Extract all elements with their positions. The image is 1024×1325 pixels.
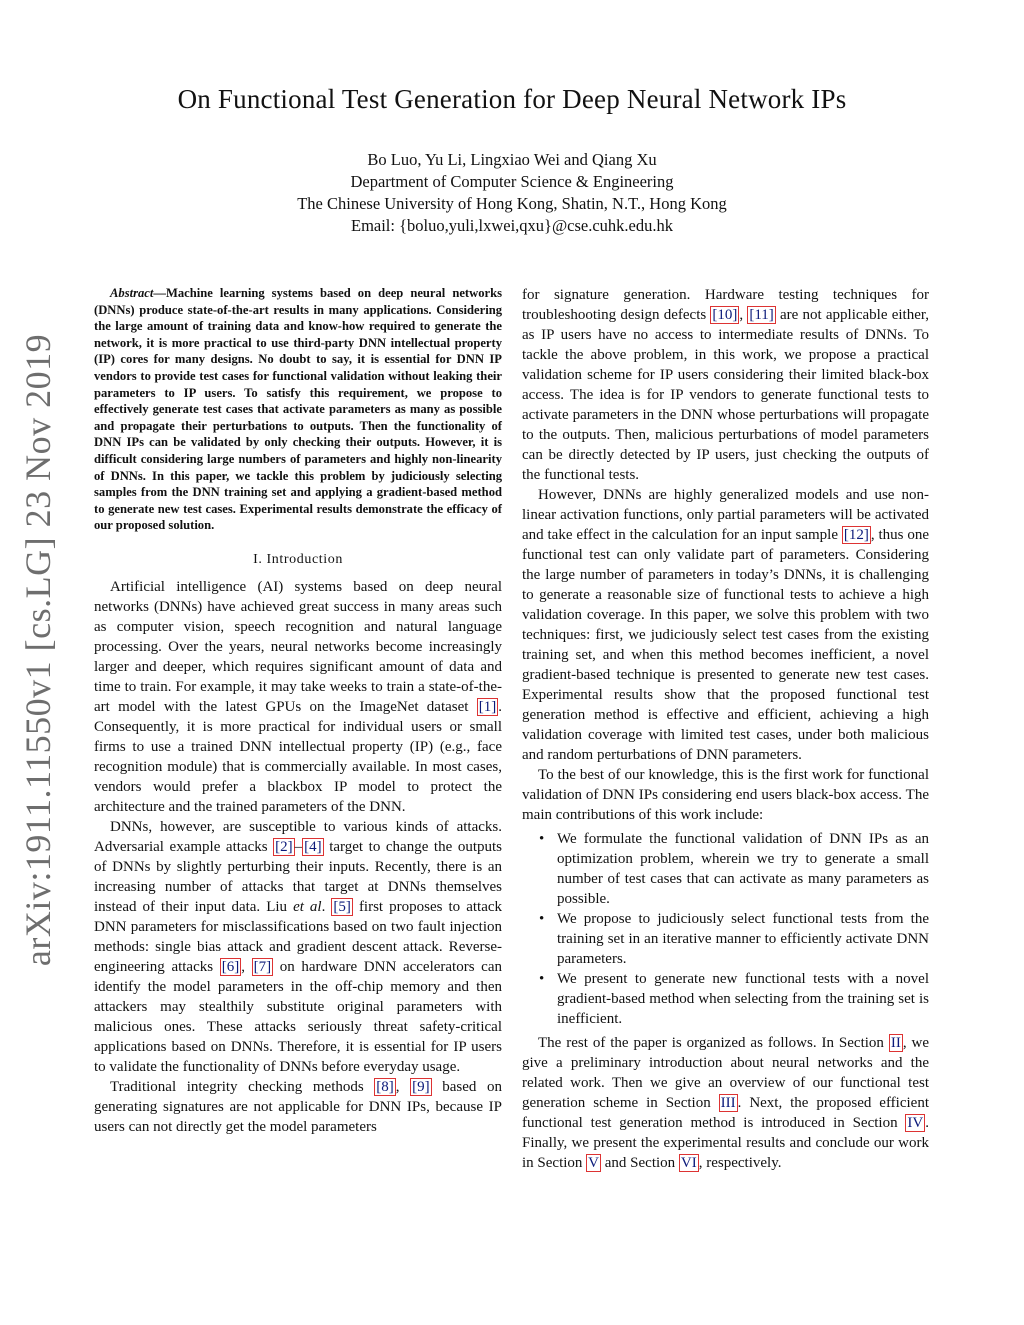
- left-column: [94, 285, 502, 1137]
- section-link[interactable]: VI: [680, 1155, 697, 1171]
- university: The Chinese University of Hong Kong, Shatin, N.T., Hong Kong: [297, 194, 727, 213]
- section-link[interactable]: IV: [907, 1115, 924, 1131]
- citation-link[interactable]: [7]: [253, 958, 272, 975]
- list-item: • We propose to judiciously select functional tests from the training set in an iterative manner to efficiently activate DNN parameters.: [557, 909, 929, 969]
- paper-title: On Functional Test Generation for Deep Neural Network IPs: [177, 84, 847, 114]
- email: Email: {boluo,yuli,lxwei,qxu}@cse.cuhk.edu.hk: [350, 216, 674, 235]
- intro-paragraph-3: Traditional integrity checking methods [8] , [9] based on generating signatures are not applicable for DNN IPs, because IP users can not directly get the model parameters: [94, 1078, 503, 1135]
- list-item: • We formulate the functional validation of DNN IPs as an optimization problem, wherein we try to generate a small number of test cases that can activate as many parameters as possible.: [557, 829, 929, 909]
- citation-link[interactable]: [10]: [712, 307, 738, 323]
- citation-link[interactable]: [9]: [412, 1078, 430, 1095]
- citation-link[interactable]: [11]: [749, 307, 774, 323]
- arxiv-sidebar: [18, 333, 58, 967]
- intro-paragraph-4: However, DNNs are highly generalized models and use non-linear activation functions, only partial parameters will be activated and take effect in the calculation for an input sample [12] , thus one functional test can only validate part of parameters. Considering the large number of parameters in today’s DNNs, it is challenging to generate a reasonable size of functional tests to achieve a high validation coverage. In this paper, we solve this problem with two techniques: first, we judiciously select test cases from the existing training set, and when this method becomes inefficient, a novel gradient-based technique is presented to generate new test cases. Experimental results show that the proposed functional test generation method is effective and efficient, achieving a high validation coverage with limited test cases, under both malicious and random perturbations of DNN parameters.: [522, 487, 929, 763]
- citation-link[interactable]: [8]: [376, 1078, 394, 1095]
- contributions-list: [522, 829, 929, 1029]
- citation-link[interactable]: [2]: [275, 838, 293, 855]
- abstract-label: Abstract: [110, 286, 154, 300]
- author-names: Bo Luo, Yu Li, Lingxiao Wei and Qiang Xu: [367, 150, 657, 169]
- section-heading-introduction: I. Introduction: [253, 551, 343, 567]
- citation-link[interactable]: [4]: [304, 838, 322, 855]
- abstract-text: —Machine learning systems based on deep neural networks (DNNs) produce state-of-the-art results in many applications. Considering the large amount of training data and know-how required to generate the network, it is more practical to use third-party DNN intellectual property (IP) cores for many designs. No doubt to say, it is essential for DNN IP vendors to provide test cases for functional validation without leaking their parameters to IP users. To satisfy this requirement, we propose to effectively generate test cases that activate parameters as many as possible and propagate their perturbations to outputs. Then the functionality of DNN IPs can be validated by only checking their outputs. However, it is difficult considering large numbers of parameters and highly non-linearity of DNNs. In this paper, we tackle this problem by judiciously selecting samples from the DNN training set and applying a gradient-based method to generate new test cases. Experimental results demonstrate the efficacy of our proposed solution.: [94, 286, 502, 533]
- section-link[interactable]: II: [890, 1035, 901, 1051]
- department: Department of Computer Science & Engineering: [350, 172, 674, 191]
- citation-link[interactable]: [12]: [843, 527, 869, 543]
- right-column: [522, 285, 929, 1173]
- abstract: [94, 285, 502, 534]
- intro-paragraph-5: To the best of our knowledge, this is the first work for functional validation of DNN IPs considering end users black-box access. The main contributions of this work include:: [522, 767, 929, 823]
- list-item: • We present to generate new functional tests with a novel gradient-based method when selecting from the training set is inefficient.: [557, 969, 929, 1029]
- author-block: [0, 149, 1024, 237]
- citation-link[interactable]: [5]: [333, 898, 351, 915]
- intro-paragraph-6: The rest of the paper is organized as follows. In Section II , we give a preliminary introduction about neural networks and the related work. Then we give an overview of our functional test generation scheme in Section III . Next, the proposed efficient functional test generation method is introduced in Section IV . Finally, we present the experimental results and conclude our work in Section V and Section VI , respectively.: [522, 1035, 929, 1171]
- section-link[interactable]: III: [720, 1095, 736, 1111]
- arxiv-identifier: arXiv:1911.11550v1 [cs.LG] 23 Nov 2019: [18, 333, 58, 967]
- citation-link[interactable]: [6]: [221, 958, 240, 975]
- intro-paragraph-1: Artificial intelligence (AI) systems based on deep neural networks (DNNs) have achieved great success in many areas such as computer vision, speech recognition and natural language processing. Over the years, neural networks become increasingly larger and deeper, which requires significant amount of data and time to train. For example, it may take weeks to train a state-of-the-art model with the latest GPUs on the ImageNet dataset [1] . Consequently, it is more practical for individual users or small firms to use a trained DNN intellectual property (IP) (e.g., face recognition module) that is commercially available. In most cases, vendors would prefer a blackbox IP model to protect the architecture and the trained parameters of the DNN.: [94, 578, 502, 815]
- intro-paragraph-3-continued: for signature generation. Hardware testing techniques for troubleshooting design defects [10] , [11] are not applicable either, as IP users have no access to intermediate results of DNNs. To tackle the above problem, in this work, we propose a practical validation scheme for IP users considering their limited black-box access. The idea is for IP vendors to generate functional tests to activate parameters in the DNN whose perturbations will propagate to the outputs. Then, malicious perturbations of model parameters can be directly detected by IP users, just checking the outputs of the functional tests.: [522, 287, 930, 483]
- section-link[interactable]: V: [588, 1155, 600, 1171]
- intro-paragraph-2: DNNs, however, are susceptible to various kinds of attacks. Adversarial example attacks [2] – [4] target to change the outputs of DNNs by slightly perturbing their inputs. Recently, there is an increasing number of attacks that target at DNNs themselves instead of their input data. Liu et al. [5] first proposes to attack DNN parameters for misclassifications based on two fault injection methods: single bias attack and gradient descent attack. Reverse-engineering attacks [6] , [7] on hardware DNN accelerators can identify the model parameters in the off-chip memory and then attackers may stealthily substitute original parameters with malicious ones. These attacks seriously threat safety-critical applications based on DNNs. Therefore, it is essential for IP users to validate the functionality of DNNs before everyday usage.: [94, 818, 503, 1075]
- citation-link[interactable]: [1]: [478, 698, 497, 715]
